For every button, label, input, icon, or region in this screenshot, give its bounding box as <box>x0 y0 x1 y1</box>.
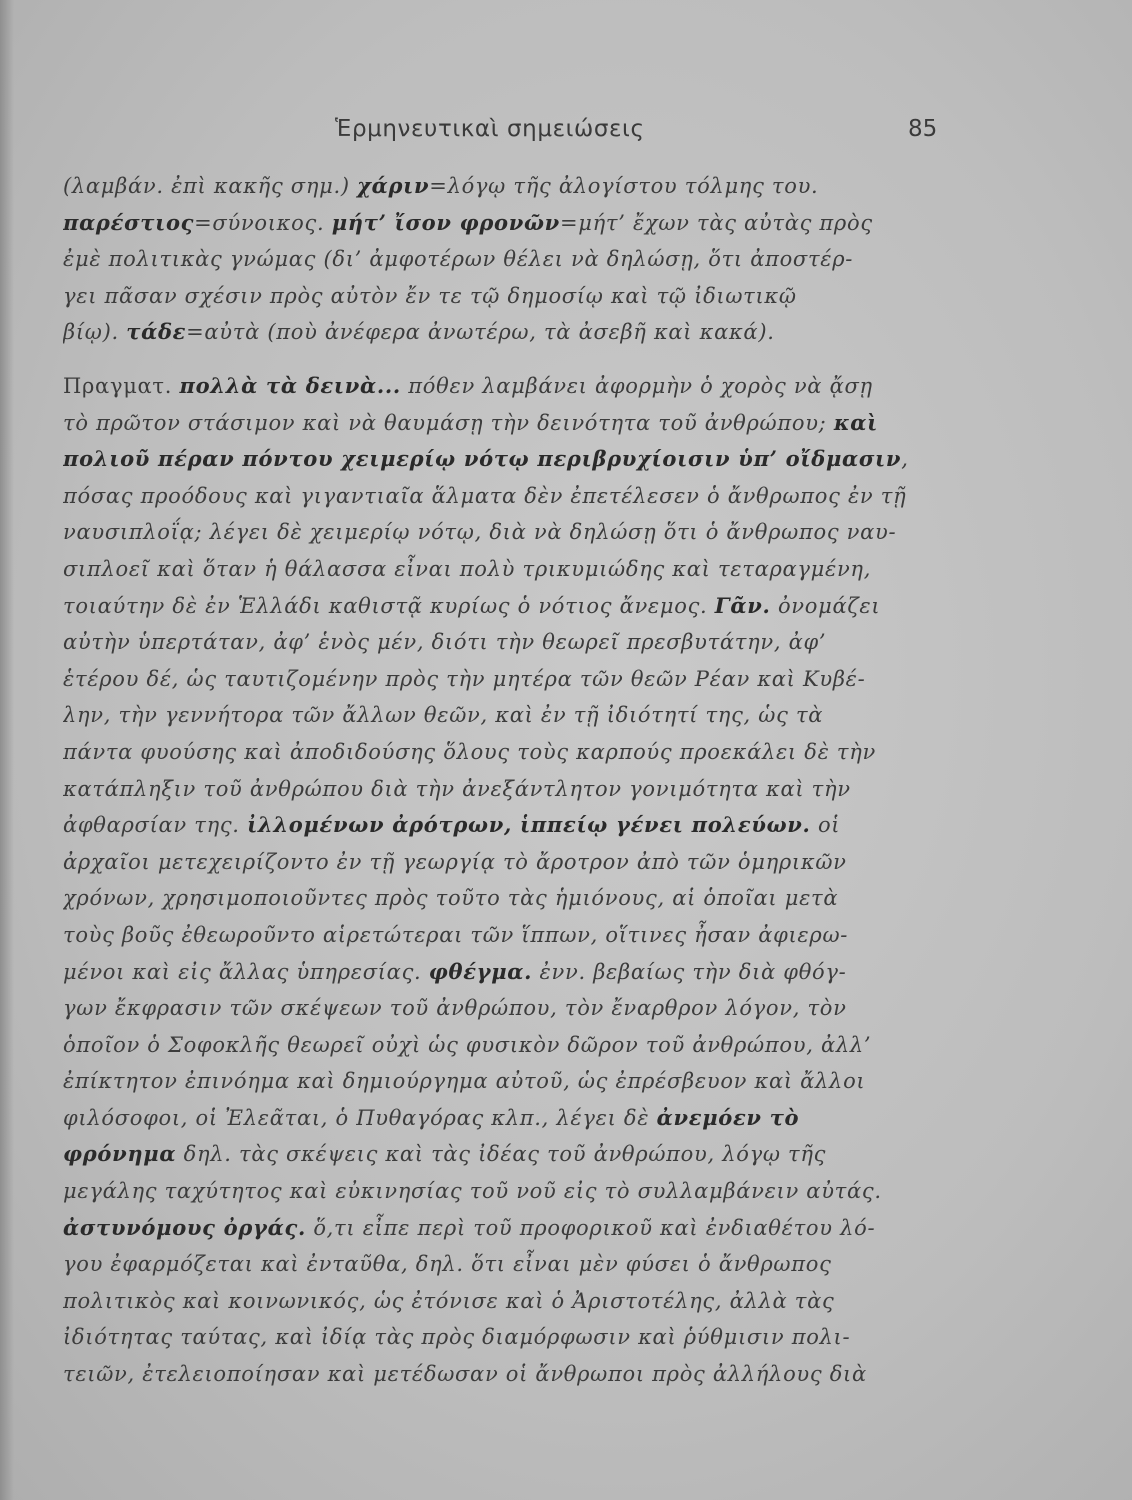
text-run: ὁποῖον ὁ Σοφοκλῆς θεωρεῖ οὐχὶ ὡς φυσικὸν δῶρον τοῦ ἀνθρώπου, ἀλλ’ <box>63 1032 872 1057</box>
text-line <box>63 1356 963 1393</box>
text-run: μένοι καὶ εἰς ἄλλας ὑπηρεσίας. <box>63 959 429 984</box>
text-run: Πραγματ. <box>63 374 180 398</box>
text-run: οἱ <box>810 813 841 838</box>
text-line <box>63 1210 963 1247</box>
text-line <box>63 954 963 991</box>
text-run: πόθεν λαμβάνει ἀφορμὴν ὁ χορὸς νὰ ᾄσῃ <box>400 374 873 398</box>
text-run: τειῶν, ἐτελειοποίησαν καὶ μετέδωσαν οἱ ἄνθρωποι πρὸς ἀλλήλους διὰ <box>63 1362 867 1387</box>
text-line <box>63 1136 963 1173</box>
text-run: ὅ,τι εἶπε περὶ τοῦ προφορικοῦ καὶ ἐνδιαθέτου λό- <box>305 1215 876 1240</box>
text-line <box>63 624 963 661</box>
commentary-paragraph-1 <box>63 168 963 351</box>
text-run: ναυσιπλοΐᾳ; λέγει δὲ χειμερίῳ νότῳ, διὰ νὰ δηλώσῃ ὅτι ὁ ἄνθρωπος ναυ- <box>63 520 897 545</box>
text-line <box>63 844 963 881</box>
text-line <box>63 880 963 917</box>
text-run: τοιαύτην δὲ ἐν Ἑλλάδι καθιστᾷ κυρίως ὁ νότιος ἄνεμος. <box>63 593 715 618</box>
text-run: γου ἐφαρμόζεται καὶ ἐνταῦθα, δηλ. ὅτι εἶναι μὲν φύσει ὁ ἄνθρωπος <box>63 1252 832 1277</box>
text-line <box>63 1063 963 1100</box>
running-header-title: Ἑρμηνευτικαὶ σημειώσεις <box>335 116 645 142</box>
text-run: , <box>901 447 909 472</box>
text-run: ἐνν. βεβαίως τὴν διὰ φθόγ- <box>532 959 847 984</box>
text-run: πολιτικὸς καὶ κοινωνικός, ὡς ἐτόνισε καὶ ὁ Ἀριστοτέλης, ἀλλὰ τὰς <box>63 1288 835 1313</box>
text-run: μεγάλης ταχύτητος καὶ εὐκινησίας τοῦ νοῦ εἰς τὸ συλλαμβάνειν αὐτάς. <box>63 1179 882 1204</box>
lemma-term: τάδε <box>126 319 187 345</box>
text-line <box>63 588 963 625</box>
text-run: κατάπληξιν τοῦ ἀνθρώπου διὰ τὴν ἀνεξάντλητον γονιμότητα καὶ τὴν <box>63 776 851 801</box>
text-line <box>63 990 963 1027</box>
text-line <box>63 405 963 442</box>
lemma-term: ἀστυνόμους ὀργάς. <box>63 1214 306 1240</box>
text-run: ἰδιότητας ταύτας, καὶ ἰδίᾳ τὰς πρὸς διαμόρφωσιν καὶ ῥύθμισιν πολι- <box>63 1325 851 1350</box>
text-line <box>63 1319 963 1356</box>
lemma-term: καὶ <box>833 409 879 435</box>
text-line <box>63 1173 963 1210</box>
text-run: τὸ πρῶτον στάσιμον καὶ νὰ θαυμάσῃ τὴν δεινότητα τοῦ ἀνθρώπου; <box>63 410 834 435</box>
text-run: αὐτὴν ὑπερτάταν, ἀφ’ ἑνὸς μέν, διότι τὴν θεωρεῖ πρεσβυτάτην, ἀφ’ <box>63 630 827 655</box>
text-run: =αὐτὰ (ποὺ ἀνέφερα ἀνωτέρω, τὰ ἀσεβῆ καὶ κακά). <box>186 320 775 345</box>
text-line <box>63 771 963 808</box>
text-run: ἀρχαῖοι μετεχειρίζοντο ἐν τῇ γεωργίᾳ τὸ ἄροτρον ἀπὸ τῶν ὁμηρικῶν <box>63 849 847 874</box>
text-line <box>63 478 963 515</box>
text-run: =λόγῳ τῆς ἀλογίστου τόλμης του. <box>429 174 819 198</box>
text-run: χρόνων, χρησιμοποιοῦντες πρὸς τοῦτο τὰς ἡμιόνους, αἱ ὁποῖαι μετὰ <box>63 886 839 911</box>
text-run: σιπλοεῖ καὶ ὅταν ἡ θάλασσα εἶναι πολὺ τρικυμιώδης καὶ τεταραγμένη, <box>63 556 872 581</box>
text-run: ἀφθαρσίαν της. <box>63 813 248 838</box>
text-run: πάντα φυούσης καὶ ἀποδιδούσης ὅλους τοὺς καρπούς προεκάλει δὲ τὴν <box>63 739 876 764</box>
text-run: φιλόσοφοι, οἱ Ἐλεᾶται, ὁ Πυθαγόρας κλπ., λέγει δὲ <box>63 1105 657 1130</box>
text-run: ἑτέρου δέ, ὡς ταυτιζομένην πρὸς τὴν μητέρα τῶν θεῶν Ρέαν καὶ Κυβέ- <box>63 666 866 691</box>
text-run: βίῳ). <box>63 320 127 345</box>
text-run: (λαμβάν. ἐπὶ κακῆς σημ.) <box>63 174 358 198</box>
text-line <box>63 661 963 698</box>
text-run: ἐμὲ πολιτικὰς γνώμας (δι’ ἀμφοτέρων θέλει νὰ δηλώσῃ, ὅτι ἀποστέρ- <box>63 247 854 272</box>
text-run: λην, τὴν γεννήτορα τῶν ἄλλων θεῶν, καὶ ἐν τῇ ἰδιότητί της, ὡς τὰ <box>63 703 824 728</box>
lemma-term: ἰλλομένων ἀρότρων, ἱππείῳ γένει πολεύων. <box>247 812 811 838</box>
text-line <box>63 734 963 771</box>
text-run: ἐπίκτητον ἐπινόημα καὶ δημιούργημα αὐτοῦ, ὡς ἐπρέσβευον καὶ ἄλλοι <box>63 1069 866 1094</box>
text-run: =σύνοικος. <box>194 210 332 235</box>
text-line <box>63 697 963 734</box>
page-gutter-shadow <box>0 0 14 1500</box>
text-line <box>63 368 963 405</box>
lemma-term: ἀνεμόεν τὸ <box>656 1104 800 1130</box>
text-line <box>63 314 963 351</box>
text-line <box>63 1246 963 1283</box>
text-run: ὀνομάζει <box>770 593 881 618</box>
text-run: γει πᾶσαν σχέσιν πρὸς αὐτὸν ἔν τε τῷ δημοσίῳ καὶ τῷ ἰδιωτικῷ <box>63 283 797 308</box>
text-line <box>63 168 963 205</box>
text-line <box>63 205 963 242</box>
text-line <box>63 917 963 954</box>
text-line <box>63 278 963 315</box>
text-line <box>63 1027 963 1064</box>
text-run: τοὺς βοῦς ἐθεωροῦντο αἱρετώτεραι τῶν ἵππων, οἵτινες ἦσαν ἀφιερω- <box>63 922 849 947</box>
text-line <box>63 1283 963 1320</box>
text-line <box>63 241 963 278</box>
lemma-term: χάριν <box>357 173 430 198</box>
text-run: γων ἔκφρασιν τῶν σκέψεων τοῦ ἀνθρώπου, τὸν ἔναρθρον λόγον, τὸν <box>63 996 847 1021</box>
lemma-term: παρέστιος <box>63 209 195 235</box>
text-line <box>63 551 963 588</box>
text-line <box>63 807 963 844</box>
text-run: πόσας προόδους καὶ γιγαντιαῖα ἅλματα δὲν ἐπετέλεσεν ὁ ἄνθρωπος ἐν τῇ <box>63 483 907 508</box>
lemma-term: φθέγμα. <box>428 958 533 984</box>
page-number: 85 <box>908 116 938 142</box>
commentary-paragraph-2 <box>63 368 963 1393</box>
lemma-term: πολλὰ τὰ δεινὰ... <box>179 373 401 398</box>
text-line <box>63 441 963 478</box>
text-run: =μήτ’ ἔχων τὰς αὐτὰς πρὸς <box>559 210 873 235</box>
lemma-term: πολιοῦ πέραν πόντου χειμερίῳ νότῳ περιβρυχίοισιν ὑπ’ οἴδμασιν <box>63 446 902 472</box>
lemma-term: Γᾶν. <box>714 592 771 618</box>
lemma-term: φρόνημα <box>63 1141 177 1167</box>
text-line <box>63 514 963 551</box>
text-line <box>63 1100 963 1137</box>
lemma-term: μήτ’ ἴσον φρονῶν <box>331 209 560 235</box>
text-run: δηλ. τὰς σκέψεις καὶ τὰς ἰδέας τοῦ ἀνθρώπου, λόγῳ τῆς <box>176 1142 827 1167</box>
